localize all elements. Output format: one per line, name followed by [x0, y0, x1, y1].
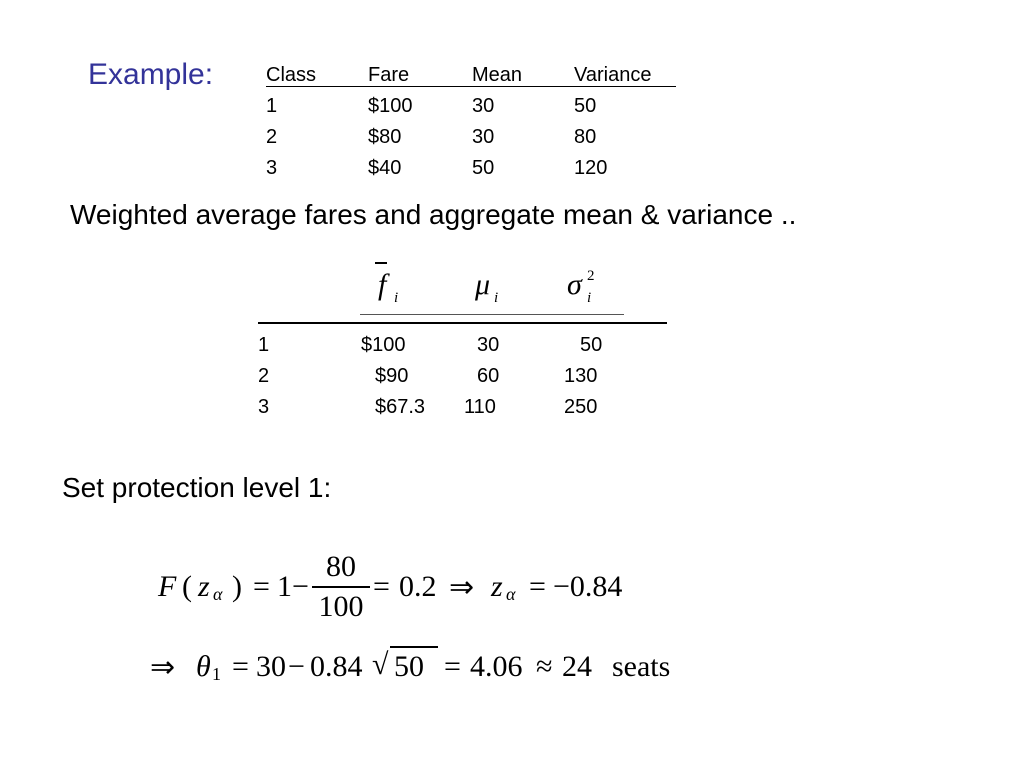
- variance-superscript: 2: [587, 268, 595, 284]
- cell-class: 2: [258, 365, 270, 387]
- eq1-equals-three: =: [529, 570, 546, 603]
- cell-mean: 30: [472, 126, 495, 148]
- fare-bar-overline: [375, 262, 387, 264]
- cell-class: 3: [258, 396, 270, 418]
- eq2-result: 4.06: [470, 650, 523, 683]
- eq1-close-paren: ): [232, 570, 242, 603]
- eq1-rhs-value: −0.84: [553, 570, 623, 603]
- cell-class: 1: [258, 334, 270, 356]
- cell-fare: $40: [368, 157, 402, 179]
- eq1-equals-two: =: [373, 570, 390, 603]
- cell-class: 2: [266, 126, 278, 148]
- eq2-theta: θ: [196, 650, 211, 683]
- eq2-equals-two: =: [444, 650, 461, 683]
- eq1-function-F: F: [158, 570, 177, 603]
- cell-class: 3: [266, 157, 278, 179]
- eq1-value: 0.2: [399, 570, 437, 603]
- eq2-minus: −: [288, 650, 305, 683]
- protection-level-heading: Set protection level 1:: [62, 472, 332, 503]
- variance-symbol: σ: [567, 268, 582, 301]
- eq2-theta-subscript: 1: [212, 664, 221, 684]
- header-mean: Mean: [472, 64, 523, 86]
- eq2-approx: ≈: [536, 650, 553, 683]
- mean-subscript: i: [494, 290, 499, 306]
- cell-variance: 130: [564, 365, 598, 387]
- cell-variance: 80: [574, 126, 597, 148]
- eq1-fraction: [312, 550, 370, 624]
- eq1-fraction-bar: [312, 586, 370, 588]
- weighted-average-heading: Weighted average fares and aggregate mean & variance ..: [70, 199, 797, 230]
- cell-fare: $90: [375, 365, 409, 387]
- mean-symbol: μ: [475, 268, 491, 301]
- eq1-rhs-var-z: z: [491, 570, 503, 603]
- example-label: Example:: [88, 58, 214, 91]
- eq1-minus: −: [292, 570, 309, 603]
- cell-fare: $100: [368, 95, 413, 117]
- cell-mean: 50: [472, 157, 495, 179]
- eq1-implies-arrow: ⇒: [449, 571, 475, 604]
- eq2-radical-sign: √: [372, 648, 389, 681]
- eq1-subscript-alpha: α: [213, 584, 223, 604]
- eq2-rounded: 24: [562, 650, 592, 683]
- eq2-thirty: 30: [256, 650, 286, 683]
- cell-fare: $100: [361, 334, 406, 356]
- cell-fare: $80: [368, 126, 402, 148]
- eq1-open-paren: (: [182, 570, 192, 603]
- cell-variance: 250: [564, 396, 598, 418]
- eq2-radical-overline: [390, 646, 438, 648]
- eq1-rhs-subscript-alpha: α: [506, 584, 516, 604]
- cell-mean: 110: [464, 396, 496, 418]
- cell-variance: 50: [574, 95, 597, 117]
- cell-mean: 60: [477, 365, 500, 387]
- cell-variance: 120: [574, 157, 608, 179]
- variance-subscript: i: [587, 290, 592, 306]
- header-class: Class: [266, 64, 317, 86]
- eq1-var-z: z: [198, 570, 210, 603]
- eq1-one: 1: [277, 570, 292, 603]
- header-variance: Variance: [574, 64, 652, 86]
- eq1-equals: =: [253, 570, 270, 603]
- header-underline: [266, 86, 676, 87]
- fare-symbol: f: [378, 268, 387, 301]
- eq2-coefficient: 0.84: [310, 650, 363, 683]
- eq1-numerator: 80: [326, 550, 356, 583]
- aggregate-table-rule: [258, 322, 667, 324]
- eq2-unit: seats: [612, 650, 671, 683]
- cell-mean: 30: [477, 334, 500, 356]
- eq1-denominator: 100: [318, 589, 364, 623]
- eq2-radicand: 50: [394, 650, 424, 683]
- cell-fare: $67.3: [375, 396, 426, 418]
- cell-class: 1: [266, 95, 278, 117]
- cell-mean: 30: [472, 95, 495, 117]
- eq2-implies-arrow: ⇒: [150, 651, 176, 684]
- header-fare: Fare: [368, 64, 410, 86]
- header-inner-rule: [360, 314, 624, 315]
- eq2-equals: =: [232, 650, 249, 683]
- aggregate-table-header: [360, 262, 624, 318]
- fare-subscript: i: [394, 290, 399, 306]
- cell-variance: 50: [580, 334, 603, 356]
